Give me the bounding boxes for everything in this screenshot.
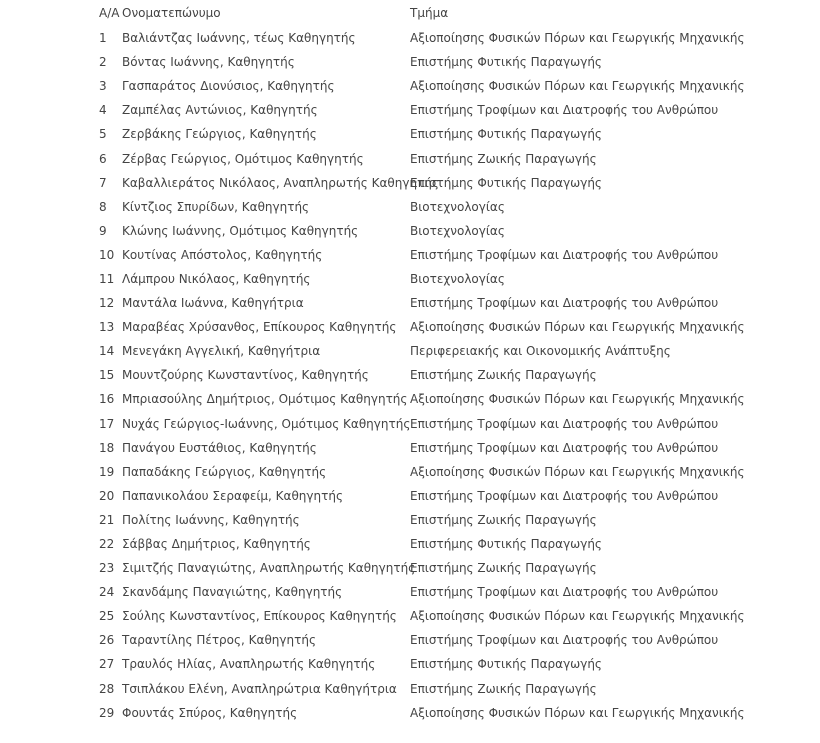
row-number: 6	[99, 151, 107, 166]
faculty-name: Μενεγάκη Αγγελική, Καθηγήτρια	[122, 344, 321, 359]
row-number: 8	[99, 199, 107, 214]
row-number: 14	[99, 344, 115, 359]
column-header-name: Ονοματεπώνυμο	[122, 6, 221, 20]
faculty-name: Γασπαράτος Διονύσιος, Καθηγητής	[122, 79, 335, 94]
faculty-name: Βαλιάντζας Ιωάννης, τέως Καθηγητής	[122, 31, 356, 46]
faculty-name: Σκανδάμης Παναγιώτης, Καθηγητής	[122, 585, 343, 600]
row-number: 27	[99, 657, 115, 672]
department-name: Επιστήμης Ζωικής Παραγωγής	[410, 151, 597, 166]
department-name: Αξιοποίησης Φυσικών Πόρων και Γεωργικής Μηχανικής	[410, 320, 745, 335]
department-name: Βιοτεχνολογίας	[410, 271, 505, 286]
table-row	[99, 701, 799, 725]
faculty-name: Φουντάς Σπύρος, Καθηγητής	[122, 705, 298, 720]
row-number: 5	[99, 127, 107, 142]
row-number: 11	[99, 271, 115, 286]
department-name: Περιφερειακής και Οικονομικής Ανάπτυξης	[410, 344, 671, 359]
row-number: 3	[99, 79, 107, 94]
row-number: 29	[99, 705, 115, 720]
row-number: 19	[99, 464, 115, 479]
table-row	[99, 122, 799, 146]
row-number: 1	[99, 31, 107, 46]
faculty-name: Καβαλλιεράτος Νικόλαος, Αναπληρωτής Καθηγητής	[122, 175, 439, 190]
department-name: Επιστήμης Φυτικής Παραγωγής	[410, 175, 602, 190]
column-header-number: Α/Α	[99, 6, 120, 20]
department-name: Επιστήμης Ζωικής Παραγωγής	[410, 368, 597, 383]
faculty-name: Παπαδάκης Γεώργιος, Καθηγητής	[122, 464, 327, 479]
department-name: Βιοτεχνολογίας	[410, 223, 505, 238]
department-name: Επιστήμης Φυτικής Παραγωγής	[410, 657, 602, 672]
faculty-name: Ζέρβας Γεώργιος, Ομότιμος Καθηγητής	[122, 151, 364, 166]
row-number: 21	[99, 512, 115, 527]
faculty-name: Σούλης Κωνσταντίνος, Επίκουρος Καθηγητής	[122, 609, 397, 624]
column-header-department: Τμήμα	[410, 6, 449, 20]
department-name: Αξιοποίησης Φυσικών Πόρων και Γεωργικής Μηχανικής	[410, 31, 745, 46]
table-row	[99, 652, 799, 676]
table-row	[99, 677, 799, 701]
department-name: Επιστήμης Τροφίμων και Διατροφής του Ανθρώπου	[410, 440, 719, 455]
faculty-name: Ζερβάκης Γεώργιος, Καθηγητής	[122, 127, 317, 142]
department-name: Αξιοποίησης Φυσικών Πόρων και Γεωργικής Μηχανικής	[410, 609, 745, 624]
table-row	[99, 219, 799, 243]
table-row	[99, 195, 799, 219]
table-row	[99, 556, 799, 580]
department-name: Αξιοποίησης Φυσικών Πόρων και Γεωργικής Μηχανικής	[410, 392, 745, 407]
row-number: 28	[99, 681, 115, 696]
row-number: 13	[99, 320, 115, 335]
table-row	[99, 436, 799, 460]
faculty-name: Σάββας Δημήτριος, Καθηγητής	[122, 537, 311, 552]
faculty-name: Ζαμπέλας Αντώνιος, Καθηγητής	[122, 103, 318, 118]
table-row	[99, 267, 799, 291]
table-row	[99, 291, 799, 315]
department-name: Αξιοποίησης Φυσικών Πόρων και Γεωργικής Μηχανικής	[410, 79, 745, 94]
row-number: 23	[99, 561, 115, 576]
table-row	[99, 243, 799, 267]
faculty-name: Κίντζιος Σπυρίδων, Καθηγητής	[122, 199, 310, 214]
table-row	[99, 604, 799, 628]
row-number: 18	[99, 440, 115, 455]
table-row	[99, 412, 799, 436]
row-number: 12	[99, 296, 115, 311]
table-row	[99, 460, 799, 484]
faculty-name: Ταραντίλης Πέτρος, Καθηγητής	[122, 633, 316, 648]
table-row	[99, 387, 799, 411]
department-name: Επιστήμης Ζωικής Παραγωγής	[410, 561, 597, 576]
faculty-table	[99, 0, 799, 725]
table-row	[99, 580, 799, 604]
faculty-name: Νυχάς Γεώργιος-Ιωάννης, Ομότιμος Καθηγητής	[122, 416, 411, 431]
row-number: 10	[99, 247, 115, 262]
table-row	[99, 26, 799, 50]
department-name: Επιστήμης Φυτικής Παραγωγής	[410, 55, 602, 70]
table-row	[99, 339, 799, 363]
table-row	[99, 532, 799, 556]
department-name: Επιστήμης Τροφίμων και Διατροφής του Ανθρώπου	[410, 296, 719, 311]
row-number: 25	[99, 609, 115, 624]
department-name: Βιοτεχνολογίας	[410, 199, 505, 214]
faculty-name: Πολίτης Ιωάννης, Καθηγητής	[122, 512, 300, 527]
faculty-name: Πανάγου Ευστάθιος, Καθηγητής	[122, 440, 317, 455]
faculty-name: Βόντας Ιωάννης, Καθηγητής	[122, 55, 295, 70]
faculty-name: Σιμιτζής Παναγιώτης, Αναπληρωτής Καθηγητής	[122, 561, 416, 576]
row-number: 7	[99, 175, 107, 190]
faculty-name: Μαραβέας Χρύσανθος, Επίκουρος Καθηγητής	[122, 320, 397, 335]
department-name: Επιστήμης Φυτικής Παραγωγής	[410, 127, 602, 142]
table-row	[99, 98, 799, 122]
table-row	[99, 363, 799, 387]
department-name: Επιστήμης Φυτικής Παραγωγής	[410, 537, 602, 552]
department-name: Επιστήμης Τροφίμων και Διατροφής του Ανθρώπου	[410, 103, 719, 118]
faculty-name: Λάμπρου Νικόλαος, Καθηγητής	[122, 271, 311, 286]
table-row	[99, 508, 799, 532]
row-number: 2	[99, 55, 107, 70]
faculty-name: Μαντάλα Ιωάννα, Καθηγήτρια	[122, 296, 304, 311]
table-row	[99, 74, 799, 98]
department-name: Επιστήμης Τροφίμων και Διατροφής του Ανθρώπου	[410, 488, 719, 503]
table-header-row	[99, 0, 799, 26]
department-name: Επιστήμης Τροφίμων και Διατροφής του Ανθρώπου	[410, 247, 719, 262]
row-number: 4	[99, 103, 107, 118]
department-name: Επιστήμης Ζωικής Παραγωγής	[410, 681, 597, 696]
faculty-name: Παπανικολάου Σεραφείμ, Καθηγητής	[122, 488, 343, 503]
row-number: 22	[99, 537, 115, 552]
faculty-name: Τσιπλάκου Ελένη, Αναπληρώτρια Καθηγήτρια	[122, 681, 397, 696]
table-body	[99, 26, 799, 725]
row-number: 24	[99, 585, 115, 600]
row-number: 17	[99, 416, 115, 431]
faculty-name: Μπριασούλης Δημήτριος, Ομότιμος Καθηγητής	[122, 392, 408, 407]
table-row	[99, 146, 799, 170]
table-row	[99, 315, 799, 339]
row-number: 15	[99, 368, 115, 383]
table-row	[99, 484, 799, 508]
department-name: Επιστήμης Τροφίμων και Διατροφής του Ανθρώπου	[410, 585, 719, 600]
row-number: 9	[99, 223, 107, 238]
department-name: Επιστήμης Τροφίμων και Διατροφής του Ανθρώπου	[410, 633, 719, 648]
faculty-name: Κλώνης Ιωάννης, Ομότιμος Καθηγητής	[122, 223, 359, 238]
department-name: Αξιοποίησης Φυσικών Πόρων και Γεωργικής Μηχανικής	[410, 705, 745, 720]
faculty-name: Μουντζούρης Κωνσταντίνος, Καθηγητής	[122, 368, 369, 383]
faculty-name: Τραυλός Ηλίας, Αναπληρωτής Καθηγητής	[122, 657, 376, 672]
row-number: 26	[99, 633, 115, 648]
department-name: Επιστήμης Τροφίμων και Διατροφής του Ανθρώπου	[410, 416, 719, 431]
table-row	[99, 628, 799, 652]
row-number: 16	[99, 392, 115, 407]
row-number: 20	[99, 488, 115, 503]
faculty-name: Κουτίνας Απόστολος, Καθηγητής	[122, 247, 323, 262]
department-name: Αξιοποίησης Φυσικών Πόρων και Γεωργικής Μηχανικής	[410, 464, 745, 479]
department-name: Επιστήμης Ζωικής Παραγωγής	[410, 512, 597, 527]
table-row	[99, 171, 799, 195]
table-row	[99, 50, 799, 74]
